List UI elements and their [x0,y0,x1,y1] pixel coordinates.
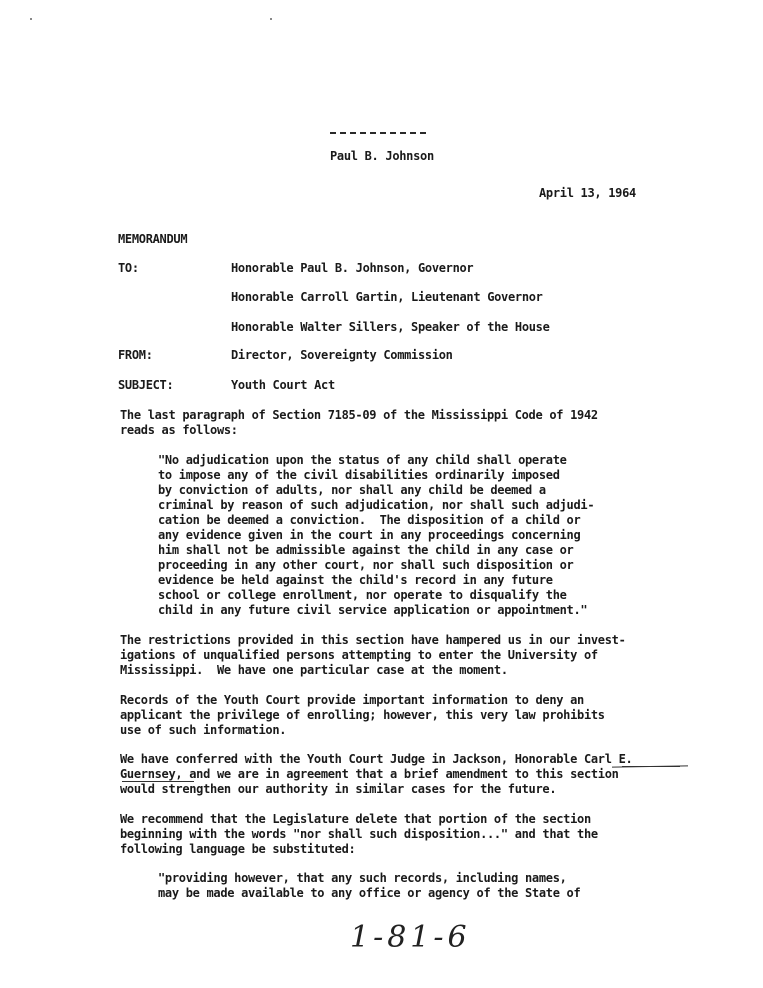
handwritten-underline [122,781,194,782]
to-label: TO: [118,261,139,275]
quote-line: child in any future civil service application or appointment." [158,603,588,617]
quote-line: "providing however, that any such records, including names, [158,871,567,885]
paragraph-line: The last paragraph of Section 7185-09 of the Mississippi Code of 1942 [120,408,598,422]
paragraph-line: The restrictions provided in this section have hampered us in our invest- [120,633,626,647]
paragraph-line: reads as follows: [120,423,238,437]
quote-line: by conviction of adults, nor shall any child be deemed a [158,483,546,497]
quote-line: criminal by reason of such adjudication, nor shall such adjudi- [158,498,595,512]
handwritten-underline [612,765,688,767]
to-recipient: Honorable Carroll Gartin, Lieutenant Governor [231,290,543,304]
quote-line: cation be deemed a conviction. The disposition of a child or [158,513,581,527]
paragraph-line: We recommend that the Legislature delete that portion of the section [120,812,591,826]
quote-line: evidence be held against the child's record in any future [158,573,553,587]
separator-dashes [330,132,426,134]
paragraph-line: use of such information. [120,723,287,737]
subject-label: SUBJECT: [118,378,174,392]
paragraph-line: following language be substituted: [120,842,356,856]
quote-line: "No adjudication upon the status of any child shall operate [158,453,567,467]
handwritten-page-number: 1-81-6 [350,920,471,955]
header-name: Paul B. Johnson [330,149,434,163]
quote-line: to impose any of the civil disabilities ordinarily imposed [158,468,560,482]
from-label: FROM: [118,348,153,362]
paragraph-line: Mississippi. We have one particular case at the moment. [120,663,508,677]
quote-line: proceeding in any other court, nor shall such disposition or [158,558,574,572]
from-value: Director, Sovereignty Commission [231,348,453,362]
speck-mark [30,18,32,20]
paragraph-line: applicant the privilege of enrolling; however, this very law prohibits [120,708,605,722]
to-recipient: Honorable Paul B. Johnson, Governor [231,261,474,275]
quote-line: school or college enrollment, nor operate to disqualify the [158,588,567,602]
quote-line: him shall not be admissible against the child in any case or [158,543,574,557]
memo-date: April 13, 1964 [539,186,636,200]
subject-value: Youth Court Act [231,378,335,392]
paragraph-line: igations of unqualified persons attempting to enter the University of [120,648,598,662]
paragraph-line: Guernsey, and we are in agreement that a brief amendment to this section [120,767,619,781]
quote-line: any evidence given in the court in any proceedings concerning [158,528,581,542]
quote-line: may be made available to any office or agency of the State of [158,886,581,900]
paragraph-line: beginning with the words "nor shall such disposition..." and that the [120,827,598,841]
paragraph-line: We have conferred with the Youth Court Judge in Jackson, Honorable Carl E. [120,752,633,766]
to-recipient: Honorable Walter Sillers, Speaker of the House [231,320,550,334]
paragraph-line: would strengthen our authority in similar cases for the future. [120,782,557,796]
speck-mark [270,18,272,20]
paragraph-line: Records of the Youth Court provide important information to deny an [120,693,584,707]
memo-label: MEMORANDUM [118,232,188,246]
